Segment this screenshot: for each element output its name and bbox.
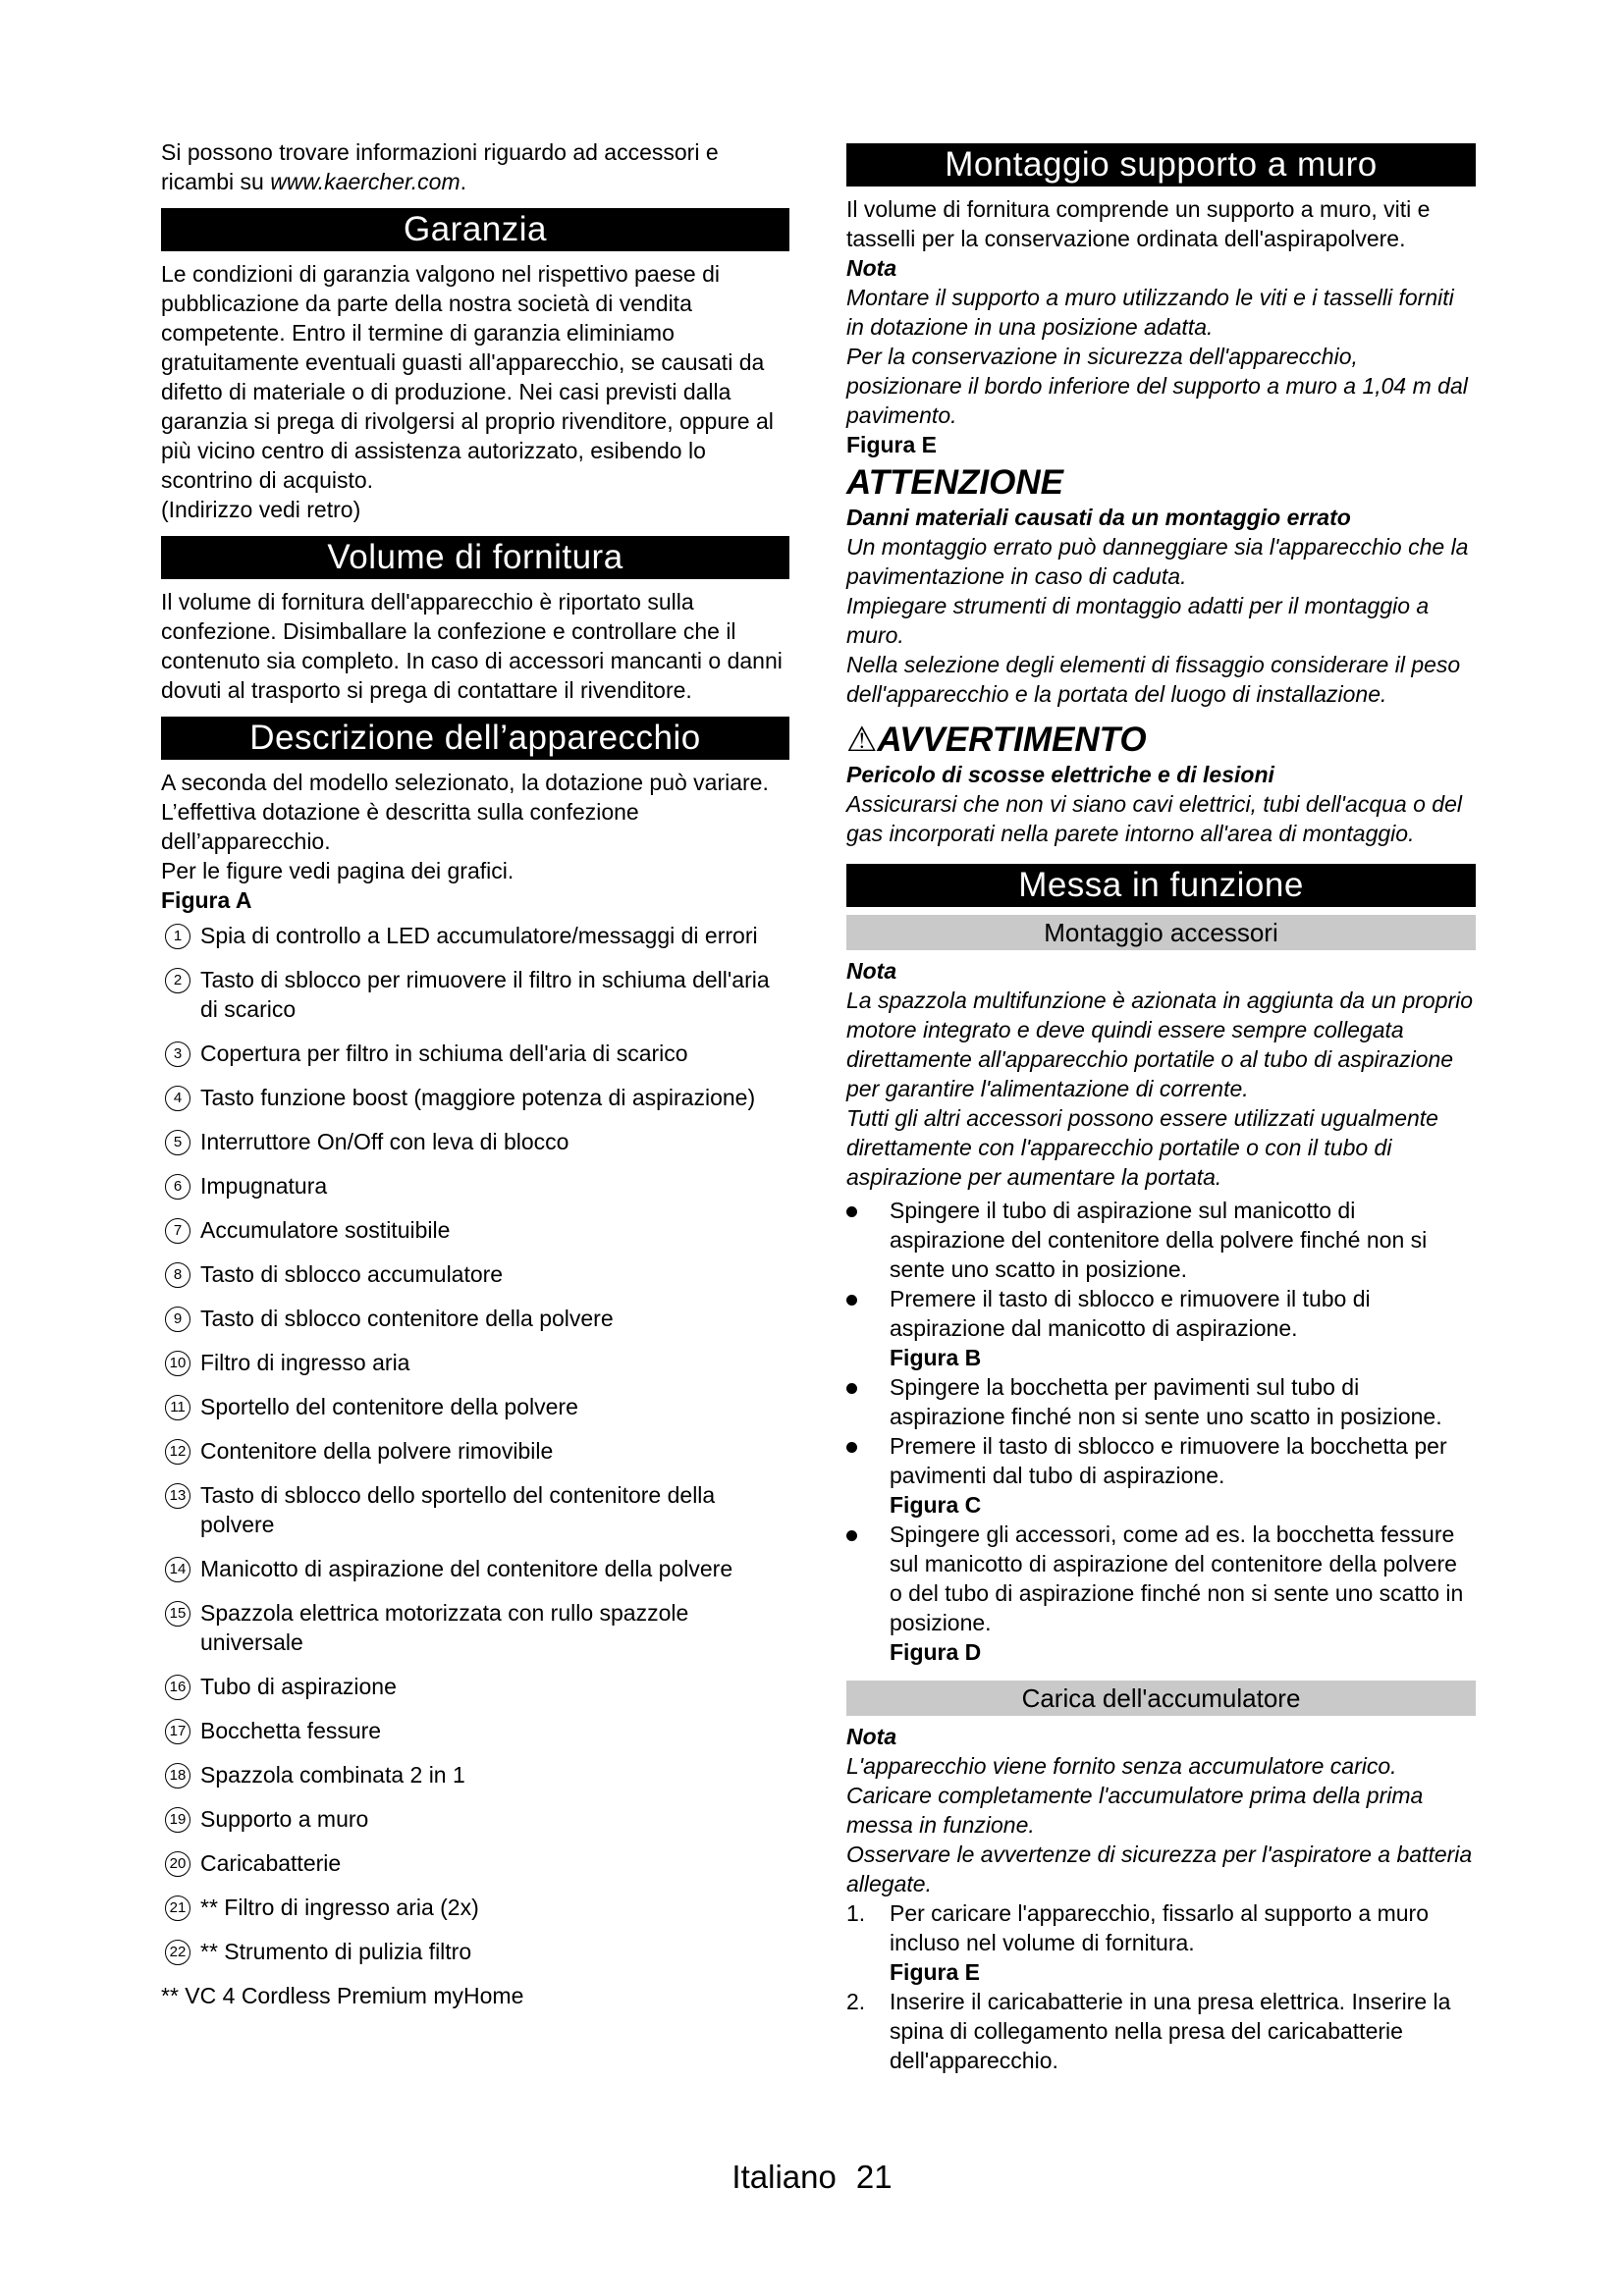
component-item bbox=[161, 1436, 789, 1466]
volume-heading: Volume di fornitura bbox=[161, 536, 789, 579]
callout-number-icon: 13 bbox=[165, 1483, 190, 1509]
montaggio-heading: Montaggio supporto a muro bbox=[846, 143, 1476, 187]
component-item bbox=[161, 1848, 789, 1878]
callout-number-icon: 16 bbox=[165, 1675, 190, 1700]
descrizione-heading: Descrizione dell’apparecchio bbox=[161, 717, 789, 760]
callout-number-icon: 1 bbox=[165, 924, 190, 949]
component-item bbox=[161, 1215, 789, 1245]
garanzia-address: (Indirizzo vedi retro) bbox=[161, 497, 361, 522]
avvertimento-text: Assicurarsi che non vi siano cavi elettrici, tubi dell'acqua o del gas incorporati nella parete intorno all'area di montaggio. bbox=[846, 791, 1462, 846]
step-item bbox=[846, 1898, 1476, 1987]
website-link[interactable]: www.kaercher.com bbox=[270, 169, 460, 194]
warning-triangle-icon: ⚠ bbox=[846, 721, 878, 759]
component-label: Contenitore della polvere rimovibile bbox=[200, 1438, 554, 1464]
step-text: Per caricare l'apparecchio, fissarlo al supporto a muro incluso nel volume di fornitura. bbox=[890, 1900, 1429, 1955]
figure-label: Figura A bbox=[161, 887, 252, 913]
bullet-icon bbox=[846, 1383, 857, 1394]
component-label: Bocchetta fessure bbox=[200, 1718, 382, 1743]
component-item bbox=[161, 1480, 789, 1539]
component-label: Impugnatura bbox=[200, 1173, 328, 1199]
intro-text: Si possono trovare informazioni riguardo ad accessori e ricambi su www.kaercher.com. bbox=[161, 139, 719, 194]
callout-number-icon: 20 bbox=[165, 1851, 190, 1877]
avvertimento-title: ⚠AVVERTIMENTO bbox=[846, 721, 1147, 759]
component-label: Tubo di aspirazione bbox=[200, 1674, 397, 1699]
nota-label: Nota bbox=[846, 1724, 897, 1749]
right-column bbox=[846, 137, 1476, 2075]
step-item bbox=[846, 1520, 1476, 1667]
component-label: Tasto di sblocco accumulatore bbox=[200, 1261, 504, 1287]
bullet-icon bbox=[846, 1206, 857, 1217]
component-item bbox=[161, 1348, 789, 1377]
descrizione-text: A seconda del modello selezionato, la dotazione può variare. L’effettiva dotazione è descritta sulla confezione dell’apparecchio. bbox=[161, 770, 769, 854]
callout-number-icon: 2 bbox=[165, 968, 190, 993]
component-label: Tasto di sblocco contenitore della polvere bbox=[200, 1306, 614, 1331]
step-item bbox=[846, 1372, 1476, 1431]
component-item bbox=[161, 1598, 789, 1657]
component-label: Spazzola elettrica motorizzata con rullo spazzole universale bbox=[200, 1600, 689, 1655]
carica-steps bbox=[846, 1898, 1476, 2075]
component-list bbox=[161, 921, 789, 1966]
step-item bbox=[846, 1284, 1476, 1372]
carica-subheading: Carica dell'accumulatore bbox=[846, 1681, 1476, 1716]
component-label: Filtro di ingresso aria bbox=[200, 1350, 410, 1375]
component-label: Interruttore On/Off con leva di blocco bbox=[200, 1129, 569, 1154]
component-item bbox=[161, 965, 789, 1024]
bullet-icon bbox=[846, 1295, 857, 1306]
component-item bbox=[161, 1716, 789, 1745]
callout-number-icon: 3 bbox=[165, 1041, 190, 1067]
component-label: Spia di controllo a LED accumulatore/messaggi di errori bbox=[200, 923, 758, 948]
component-label: Tasto funzione boost (maggiore potenza di aspirazione) bbox=[200, 1085, 756, 1110]
component-item bbox=[161, 1083, 789, 1112]
accessori-subheading: Montaggio accessori bbox=[846, 915, 1476, 950]
component-item bbox=[161, 1259, 789, 1289]
callout-number-icon: 19 bbox=[165, 1807, 190, 1833]
carica-nota-3: Osservare le avvertenze di sicurezza per l'aspiratore a batteria allegate. bbox=[846, 1842, 1473, 1896]
messa-heading: Messa in funzione bbox=[846, 864, 1476, 907]
montaggio-nota-2: Per la conservazione in sicurezza dell'apparecchio, posizionare il bordo inferiore del supporto a muro a 1,04 m dal pavimento. bbox=[846, 344, 1468, 428]
attenzione-line: Nella selezione degli elementi di fissaggio considerare il peso dell'apparecchio e la portata del luogo di installazione. bbox=[846, 652, 1461, 707]
step-item bbox=[846, 1987, 1476, 2075]
figure-label: Figura B bbox=[890, 1345, 982, 1370]
footer-language: Italiano bbox=[731, 2159, 837, 2195]
nota-label: Nota bbox=[846, 255, 897, 281]
bullet-icon bbox=[846, 1442, 857, 1453]
callout-number-icon: 15 bbox=[165, 1601, 190, 1627]
avvertimento-subtitle: Pericolo di scosse elettriche e di lesioni bbox=[846, 762, 1274, 787]
callout-number-icon: 8 bbox=[165, 1262, 190, 1288]
component-item bbox=[161, 1672, 789, 1701]
montaggio-text: Il volume di fornitura comprende un supporto a muro, viti e tasselli per la conservazione ordinata dell'aspirapolvere. bbox=[846, 196, 1431, 251]
attenzione-subtitle: Danni materiali causati da un montaggio errato bbox=[846, 505, 1351, 530]
callout-number-icon: 6 bbox=[165, 1174, 190, 1200]
step-text: Spingere la bocchetta per pavimenti sul tubo di aspirazione finché non si sente uno scatto in posizione. bbox=[890, 1374, 1442, 1429]
step-number: 1. bbox=[846, 1900, 866, 1926]
component-label: Manicotto di aspirazione del contenitore della polvere bbox=[200, 1556, 733, 1581]
page-number: 21 bbox=[855, 2159, 893, 2195]
component-item bbox=[161, 921, 789, 950]
attenzione-line: Impiegare strumenti di montaggio adatti per il montaggio a muro. bbox=[846, 593, 1430, 648]
component-item bbox=[161, 1760, 789, 1789]
component-label: Copertura per filtro in schiuma dell'aria di scarico bbox=[200, 1041, 688, 1066]
callout-number-icon: 9 bbox=[165, 1307, 190, 1332]
step-text: Inserire il caricabatterie in una presa elettrica. Inserire la spina di collegamento nella presa del caricabatterie dell'apparecchio. bbox=[890, 1989, 1451, 2073]
callout-number-icon: 4 bbox=[165, 1086, 190, 1111]
attenzione-title: ATTENZIONE bbox=[846, 463, 1064, 502]
component-item bbox=[161, 1392, 789, 1421]
figure-label: Figura E bbox=[890, 1959, 981, 1985]
component-label: Tasto di sblocco dello sportello del contenitore della polvere bbox=[200, 1482, 716, 1537]
figure-label: Figura E bbox=[846, 432, 938, 457]
step-text: Premere il tasto di sblocco e rimuovere il tubo di aspirazione dal manicotto di aspirazione. bbox=[890, 1286, 1371, 1341]
component-label: Spazzola combinata 2 in 1 bbox=[200, 1762, 465, 1788]
left-column bbox=[161, 137, 789, 2010]
step-item bbox=[846, 1431, 1476, 1520]
bullet-icon bbox=[846, 1530, 857, 1541]
component-item bbox=[161, 1804, 789, 1834]
callout-number-icon: 14 bbox=[165, 1557, 190, 1582]
component-item bbox=[161, 1127, 789, 1156]
component-label: Supporto a muro bbox=[200, 1806, 369, 1832]
attenzione-line: Un montaggio errato può danneggiare sia l'apparecchio che la pavimentazione in caso di caduta. bbox=[846, 534, 1469, 589]
component-item bbox=[161, 1171, 789, 1201]
figure-label: Figura C bbox=[890, 1492, 982, 1518]
descrizione-figures-note: Per le figure vedi pagina dei grafici. bbox=[161, 858, 514, 883]
nota-label: Nota bbox=[846, 958, 897, 984]
component-label: Tasto di sblocco per rimuovere il filtro in schiuma dell'aria di scarico bbox=[200, 967, 770, 1022]
component-item bbox=[161, 1039, 789, 1068]
step-text: Spingere gli accessori, come ad es. la bocchetta fessure sul manicotto di aspirazione del contenitore della polvere o del tubo di aspirazione finché non si sente uno scatto in posizione. bbox=[890, 1522, 1464, 1635]
montaggio-nota-1: Montare il supporto a muro utilizzando le viti e i tasselli forniti in dotazione in una posizione adatta. bbox=[846, 285, 1454, 340]
step-text: Spingere il tubo di aspirazione sul manicotto di aspirazione del contenitore della polvere finché non si sente uno scatto in posizione. bbox=[890, 1198, 1428, 1282]
callout-number-icon: 17 bbox=[165, 1719, 190, 1744]
component-item bbox=[161, 1304, 789, 1333]
callout-number-icon: 11 bbox=[165, 1395, 190, 1420]
garanzia-text: Le condizioni di garanzia valgono nel rispettivo paese di pubblicazione da parte della nostra società di vendita competente. Entro il termine di garanzia eliminiamo gratuitamente eventuali guasti all'apparecchio, se causati da difetto di materiale o di produzione. Nei casi previsti dalla garanzia si prega di rivolgersi al proprio rivenditore, oppure al più vicino centro di assistenza autorizzato, esibendo lo scontrino di acquisto. bbox=[161, 261, 774, 493]
component-label: Sportello del contenitore della polvere bbox=[200, 1394, 578, 1419]
callout-number-icon: 12 bbox=[165, 1439, 190, 1465]
carica-nota-2: Caricare completamente l'accumulatore prima della prima messa in funzione. bbox=[846, 1783, 1424, 1838]
callout-number-icon: 22 bbox=[165, 1940, 190, 1965]
component-item bbox=[161, 1893, 789, 1922]
volume-text: Il volume di fornitura dell'apparecchio è riportato sulla confezione. Disimballare la confezione e controllare che il contenuto sia completo. In caso di accessori mancanti o danni dovuti al trasporto si prega di contattare il rivenditore. bbox=[161, 589, 783, 703]
page-footer bbox=[0, 2158, 1624, 2197]
component-label: Accumulatore sostituibile bbox=[200, 1217, 451, 1243]
step-number: 2. bbox=[846, 1989, 866, 2014]
callout-number-icon: 21 bbox=[165, 1896, 190, 1921]
callout-number-icon: 10 bbox=[165, 1351, 190, 1376]
carica-nota-1: L'apparecchio viene fornito senza accumulatore carico. bbox=[846, 1753, 1397, 1779]
component-item bbox=[161, 1937, 789, 1966]
accessori-nota-2: Tutti gli altri accessori possono essere utilizzati ugualmente direttamente con l'apparecchio portatile o con il tubo di aspirazione per aumentare la portata. bbox=[846, 1105, 1438, 1190]
callout-number-icon: 7 bbox=[165, 1218, 190, 1244]
accessori-steps bbox=[846, 1196, 1476, 1667]
component-label: ** Filtro di ingresso aria (2x) bbox=[200, 1895, 479, 1920]
step-item bbox=[846, 1196, 1476, 1284]
component-label: ** Strumento di pulizia filtro bbox=[200, 1939, 472, 1964]
callout-number-icon: 18 bbox=[165, 1763, 190, 1789]
component-label: Caricabatterie bbox=[200, 1850, 342, 1876]
component-item bbox=[161, 1554, 789, 1583]
footnote: ** VC 4 Cordless Premium myHome bbox=[161, 1983, 524, 2008]
callout-number-icon: 5 bbox=[165, 1130, 190, 1155]
step-text: Premere il tasto di sblocco e rimuovere la bocchetta per pavimenti dal tubo di aspirazione. bbox=[890, 1433, 1447, 1488]
figure-label: Figura D bbox=[890, 1639, 982, 1665]
accessori-nota-1: La spazzola multifunzione è azionata in aggiunta da un proprio motore integrato e deve quindi essere sempre collegata direttamente all'apparecchio portatile o al tubo di aspirazione per garantire l'alimentazione di corrente. bbox=[846, 988, 1474, 1101]
garanzia-heading: Garanzia bbox=[161, 208, 789, 251]
